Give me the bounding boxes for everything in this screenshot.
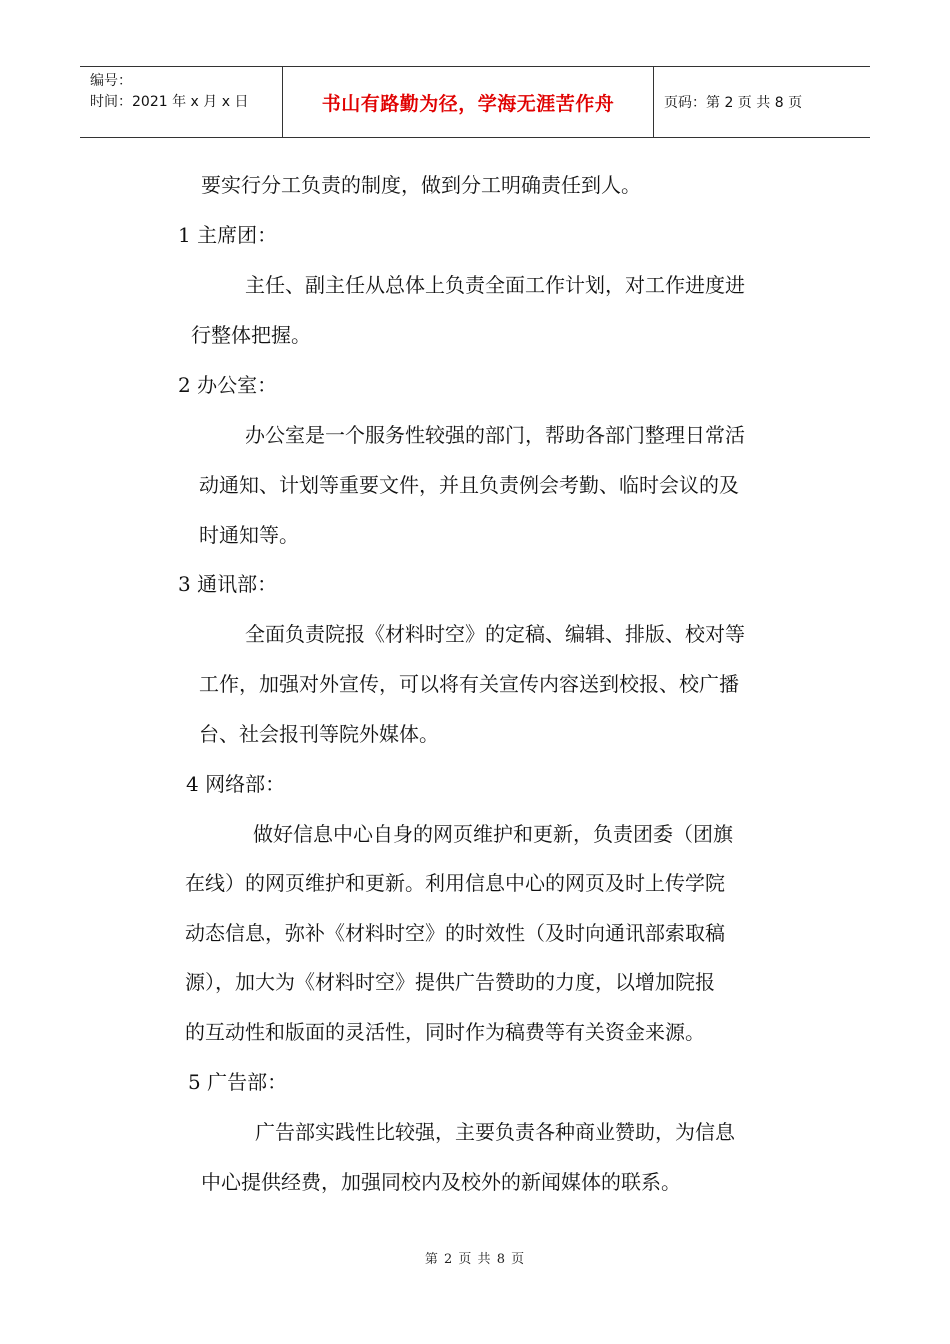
section-text-line: 的互动性和版面的灵活性，同时作为稿费等有关资金来源。	[185, 1020, 705, 1044]
section-text-line: 在线）的网页维护和更新。利用信息中心的网页及时上传学院	[185, 871, 725, 895]
document-number-label: 编号：	[90, 73, 132, 89]
header-page-code: 页码：第 2 页 共 8 页	[664, 95, 803, 111]
section-text-line: 源），加大为《材料时空》提供广告赞助的力度，以增加院报	[185, 970, 715, 994]
section-title-office: 2 办公室：	[178, 373, 278, 397]
section-text-line: 办公室是一个服务性较强的部门，帮助各部门整理日常活	[245, 423, 745, 447]
section-title-advertising: 5 广告部：	[188, 1070, 288, 1094]
section-text-line: 主任、副主任从总体上负责全面工作计划，对工作进度进	[245, 273, 745, 297]
section-text-line: 动通知、计划等重要文件，并且负责例会考勤、临时会议的及	[199, 473, 739, 497]
section-text-line: 全面负责院报《材料时空》的定稿、编辑、排版、校对等	[245, 622, 745, 646]
section-text-line: 行整体把握。	[191, 323, 311, 347]
intro-paragraph: 要实行分工负责的制度，做到分工明确责任到人。	[201, 173, 641, 197]
section-text-line: 做好信息中心自身的网页维护和更新，负责团委（团旗	[253, 822, 733, 846]
header-meta	[80, 67, 283, 137]
section-text-line: 时通知等。	[199, 523, 299, 547]
section-text-line: 中心提供经费，加强同校内及校外的新闻媒体的联系。	[201, 1170, 681, 1194]
document-date: 时间：2021 年 x 月 x 日	[90, 94, 249, 110]
header-motto: 书山有路勤为径，学海无涯苦作舟	[283, 67, 654, 137]
page-footer: 第 2 页 共 8 页	[424, 1252, 526, 1267]
page-header	[80, 66, 870, 138]
section-text-line: 广告部实践性比较强，主要负责各种商业赞助，为信息	[255, 1120, 735, 1144]
section-text-line: 台、社会报刊等院外媒体。	[199, 722, 439, 746]
section-title-presidium: 1 主席团：	[178, 223, 278, 247]
section-text-line: 工作，加强对外宣传，可以将有关宣传内容送到校报、校广播	[199, 672, 739, 696]
section-title-network: 4 网络部：	[186, 772, 286, 796]
section-title-communication: 3 通讯部：	[178, 572, 278, 596]
section-text-line: 动态信息，弥补《材料时空》的时效性（及时向通讯部索取稿	[185, 921, 725, 945]
